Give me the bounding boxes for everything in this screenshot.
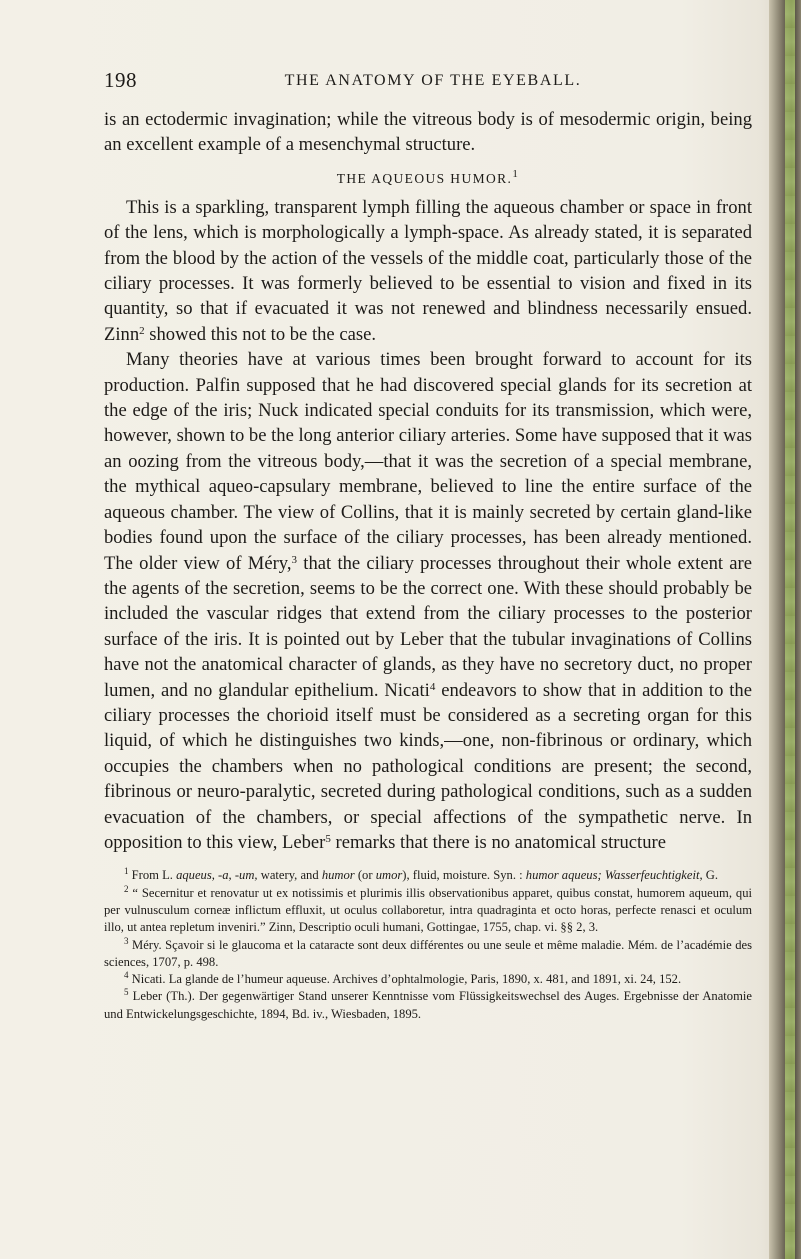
footnote-ref-3[interactable]: 3 bbox=[291, 553, 298, 566]
main-text bbox=[104, 107, 752, 1023]
footnote-3: $^3$ Méry. Sçavoir si le glaucoma et la cataracte sont deux différentes ou une seule et même maladie. Mém. de l’académie des sciences, 1707, p. 498. bbox=[104, 935, 752, 969]
footnote-1: $^1$ From L. aqueus, -a, -um, watery, and humor (or umor), fluid, moisture. Syn. : humor aqueus; Wasserfeuchtigkeit, G. bbox=[124, 866, 719, 883]
footnote-5: $^5$ Leber (Th.). Der gegenwärtiger Stand unserer Kenntnisse vom Flüssigkeitswechsel des Auges. Ergebnisse der Anatomie und Entwickelungsgeschichte, 1894, Bd. iv., Wiesbaden, 1895. bbox=[104, 987, 752, 1021]
page-header bbox=[104, 68, 762, 94]
footnote-ref-5[interactable]: 5 bbox=[325, 832, 331, 845]
section-title: THE AQUEOUS HUMOR. bbox=[336, 170, 513, 186]
footnote-ref-1[interactable]: 1 bbox=[512, 167, 520, 180]
paragraph-2: Many theories have at various times been brought forward to account for its production. Palfin supposed that he had discovered special glands for its secretion at the edge of the iris; Nuck indicated special conduits for its transmission, which were, however, shown to be the long anterior ciliary arteries. Some have supposed that it was an oozing from the vitreous body,—that it was the secretion of a special membrane, the mythical aqueo-capsulary membrane, believed to line the entire surface of the aqueous chamber. The view of Collins, that it is mainly secreted by certain gland-like bodies found upon the surface of the ciliary processes, has been already mentioned. The older view of Méry,$^3$ that the ciliary processes throughout their whole extent are the agents of the secretion, seems to be the correct one. With these should probably be included the vascular ridges that extend from the ciliary processes to the posterior surface of the iris. It is pointed out by Leber that the tubular invaginations of Collins have not the anatomical character of glands, as they have no secretory duct, no proper lumen, and no glandular epithelium. Nicati$^4$ endeavors to show that in addition to the ciliary processes the chorioid itself must be considered as a secreting organ for this liquid, of which he distinguishes two kinds,—one, non-fibrinous or ordinary, which occupies the chambers when no pathological conditions are present; the second, fibrinous or neuro-paralytic, secreted during pathological conditions, such as a sudden evacuation of the chambers, or special affections of the sympathetic nerve. In opposition to this view, Leber$^5$ remarks that there is no anatomical structure bbox=[104, 349, 753, 853]
footnote-ref-2[interactable]: 2 bbox=[139, 324, 145, 337]
footnotes bbox=[104, 867, 752, 1023]
binding-tab-strip bbox=[785, 0, 795, 1259]
section-heading bbox=[104, 167, 752, 188]
footnote-2: $^2$ “ Secernitur et renovatur ut ex notissimis et plurimis illis observationibus apparet, quibus constat, humorem aqueum, qui per vulnusculum corneæ inflictum effluxit, ut oculus collaboretur, intra quadraginta et octo horas, perfecte renasci et oculum illo, ut antea repletum inveniri.” Zinn, Descriptio oculi humani, Gottingae, 1755, chap. vi. §§ 2, 3. bbox=[104, 883, 752, 935]
running-title: THE ANATOMY OF THE EYEBALL. bbox=[284, 72, 582, 89]
page-number: 198 bbox=[104, 68, 137, 92]
opening-paragraph: is an ectodermic invagination; while the vitreous body is of mesodermic origin, being an excellent example of a mesenchymal structure. bbox=[104, 109, 752, 156]
footnote-4: $^4$ Nicati. La glande de l’humeur aqueuse. Archives d’ophtalmologie, Paris, 1890, x. 481, and 1891, xi. 24, 152. bbox=[124, 970, 682, 987]
footnote-ref-4[interactable]: 4 bbox=[429, 680, 436, 693]
paragraph-1: This is a sparkling, transparent lymph filling the aqueous chamber or space in front of the lens, which is morphologically a lymph-space. As already stated, it is separated from the blood by the action of the vessels of the middle coat, particularly those of the ciliary processes. It was formerly believed to be essential to vision and fixed in its quantity, so that if evacuated it was not renewed and blindness necessarily ensued. Zinn$^2$ showed this not to be the case. bbox=[104, 196, 752, 345]
